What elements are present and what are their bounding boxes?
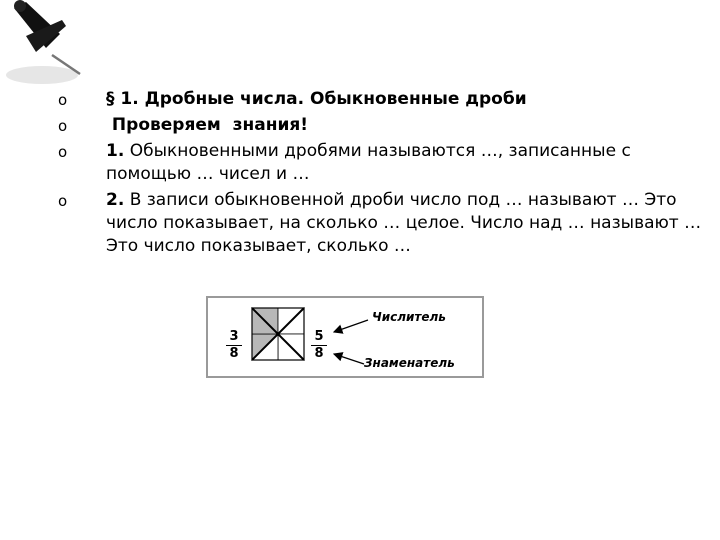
left-numerator: 3 xyxy=(229,329,239,344)
arrow-to-numerator xyxy=(334,320,368,332)
subtitle: Проверяем знания! xyxy=(106,115,309,135)
section-title: § 1. Дробные числа. Обыкновенные дроби xyxy=(106,89,527,109)
right-numerator: 5 xyxy=(314,329,324,344)
bullet-icon: o xyxy=(58,192,68,210)
fraction-figure xyxy=(206,296,484,378)
list-item xyxy=(58,140,708,186)
arrow-to-denominator xyxy=(334,354,364,364)
left-denominator: 8 xyxy=(229,346,239,361)
left-fraction xyxy=(226,330,242,361)
bullet-icon: o xyxy=(58,91,68,109)
question-list xyxy=(58,88,708,261)
right-denominator: 8 xyxy=(314,346,324,361)
question-text: В записи обыкновенной дроби число под … называют … Это число показывает, на сколько … целое. Число над … называют … Это число показывает, сколько … xyxy=(106,190,702,256)
bullet-icon: o xyxy=(58,117,68,135)
question-number: 2. xyxy=(106,190,125,210)
list-item xyxy=(58,114,708,137)
list-item xyxy=(58,189,708,258)
right-fraction xyxy=(311,330,327,361)
list-item xyxy=(58,88,708,111)
question-number: 1. xyxy=(106,141,125,161)
bullet-icon: o xyxy=(58,143,68,161)
denominator-label: Знаменатель xyxy=(364,356,455,370)
numerator-label: Числитель xyxy=(372,310,446,324)
question-text: Обыкновенными дробями называются …, записанные с помощью … чисел и … xyxy=(106,141,631,184)
pushpin-icon xyxy=(0,0,95,90)
